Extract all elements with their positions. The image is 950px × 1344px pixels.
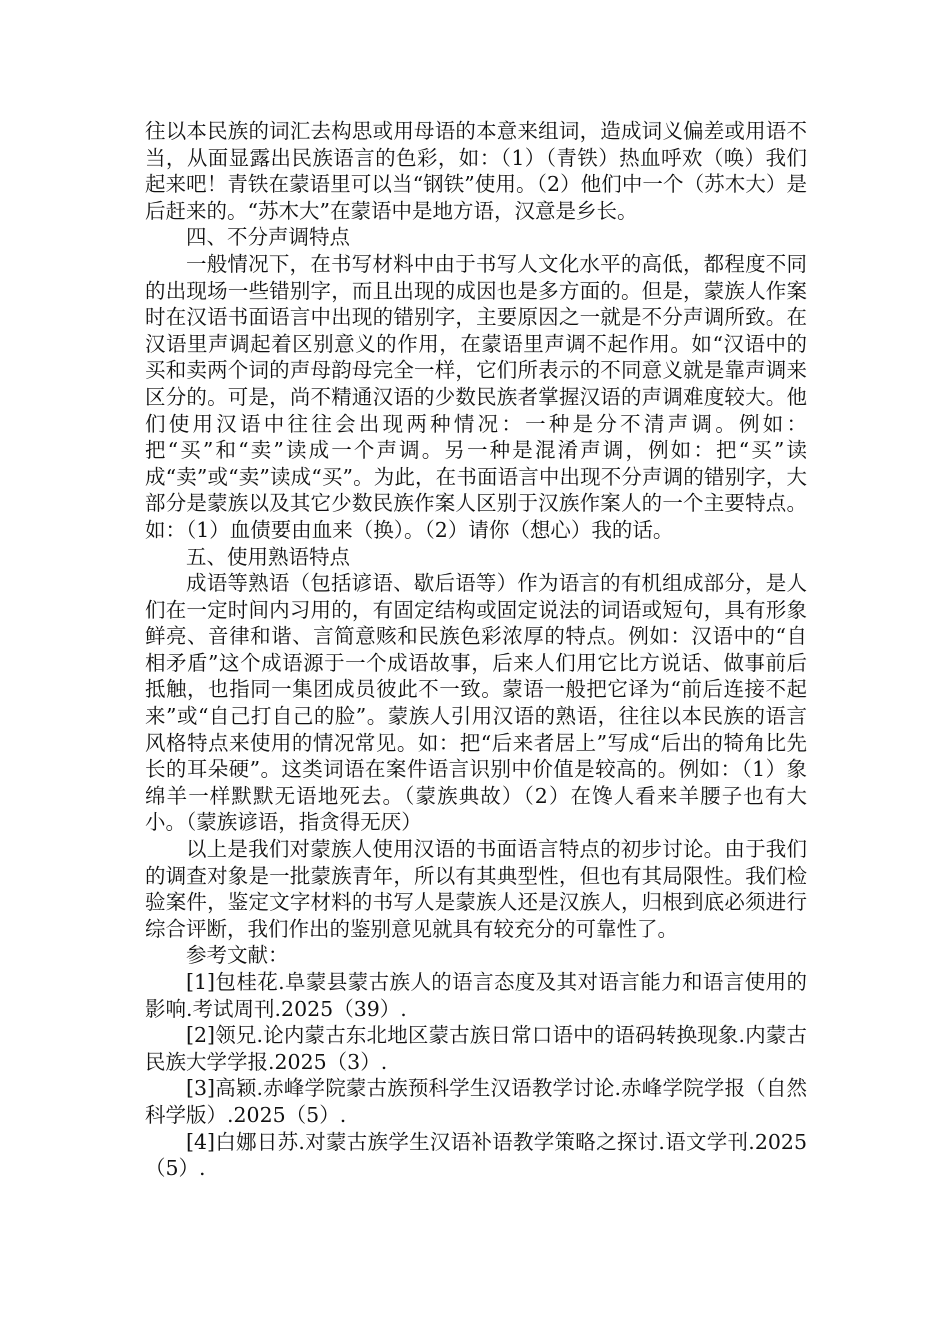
paragraph-tones: 一般情况下，在书写材料中由于书写人文化水平的高低，都程度不同的出现场一些错别字，而且出现的成因也是多方面的。但是，蒙族人作案时在汉语书面语言中出现的错别字，主要原因之一就是不分声调所致。在汉语里声调起着区别意义的作用，在蒙语里声调不起作用。如“汉语中的买和卖两个词的声母韵母完全一样，它们所表示的不同意义就是靠声调来区分的。可是，尚不精通汉语的少数民族者掌握汉语的声调难度较大。他们使用汉语中往往会出现两种情况：一种是分不清声调。例如：把“买”和“卖”读成一个声调。另一种是混淆声调，例如：把“买”读成“卖”或“卖”读成“买”。为此，在书面语言中出现不分声调的错别字，大部分是蒙族以及其它少数民族作案人区别于汉族作案人的一个主要特点。如：（1）血债要由血来（换）。（2）请你（想心）我的话。 [145, 251, 807, 542]
document-body [145, 118, 807, 1182]
reference-item-2: [2]领兄.论内蒙古东北地区蒙古族日常口语中的语码转换现象.内蒙古民族大学学报.2025（3）. [145, 1023, 807, 1074]
reference-item-3: [3]高颖.赤峰学院蒙古族预科学生汉语教学讨论.赤峰学院学报（自然科学版）.2025（5）. [145, 1076, 807, 1127]
reference-item-4: [4]白娜日苏.对蒙古族学生汉语补语教学策略之探讨.语文学刊.2025（5）. [145, 1129, 807, 1181]
paragraph-idioms: 成语等熟语（包括谚语、歇后语等）作为语言的有机组成部分，是人们在一定时间内习用的，有固定结构或固定说法的词语或短句，具有形象鲜亮、音律和谐、言简意赅和民族色彩浓厚的特点。例如：汉语中的“自相矛盾”这个成语源于一个成语故事，后来人们用它比方说话、做事前后抵触，也指同一集团成员彼此不一致。蒙语一般把它译为“前后连接不起来”或“自己打自己的脸”。蒙族人引用汉语的熟语，往往以本民族的语言风格特点来使用的情况常见。如：把“后来者居上”写成“后出的犄角比先长的耳朵硬”。这类词语在案件语言识别中价值是较高的。例如：（1）象绵羊一样默默无语地死去。（蒙族典故）（2）在馋人看来羊腰子也有大小。（蒙族谚语，指贪得无厌） [145, 571, 807, 835]
section-heading-idioms: 五、使用熟语特点 [186, 544, 350, 569]
references-heading: 参考文献： [186, 943, 289, 968]
reference-item-1: [1]包桂花.阜蒙县蒙古族人的语言态度及其对语言能力和语言使用的影响.考试周刊.2025（39）. [145, 970, 807, 1021]
paragraph-conclusion: 以上是我们对蒙族人使用汉语的书面语言特点的初步讨论。由于我们的调查对象是一批蒙族青年，所以有其典型性，但也有其局限性。我们检验案件，鉴定文字材料的书写人是蒙族人还是汉族人，归根到底必须进行综合评断，我们作出的鉴别意见就具有较充分的可靠性了。 [145, 837, 807, 941]
section-heading-tones: 四、不分声调特点 [186, 225, 350, 250]
paragraph-continued: 往以本民族的词汇去构思或用母语的本意来组词，造成词义偏差或用语不当，从面显露出民族语言的色彩，如：（1）（青铁）热血呼欢（唤）我们起来吧！青铁在蒙语里可以当“钢铁”使用。（2）他们中一个（苏木大）是后赶来的。“苏木大”在蒙语中是地方语，汉意是乡长。 [145, 119, 807, 223]
